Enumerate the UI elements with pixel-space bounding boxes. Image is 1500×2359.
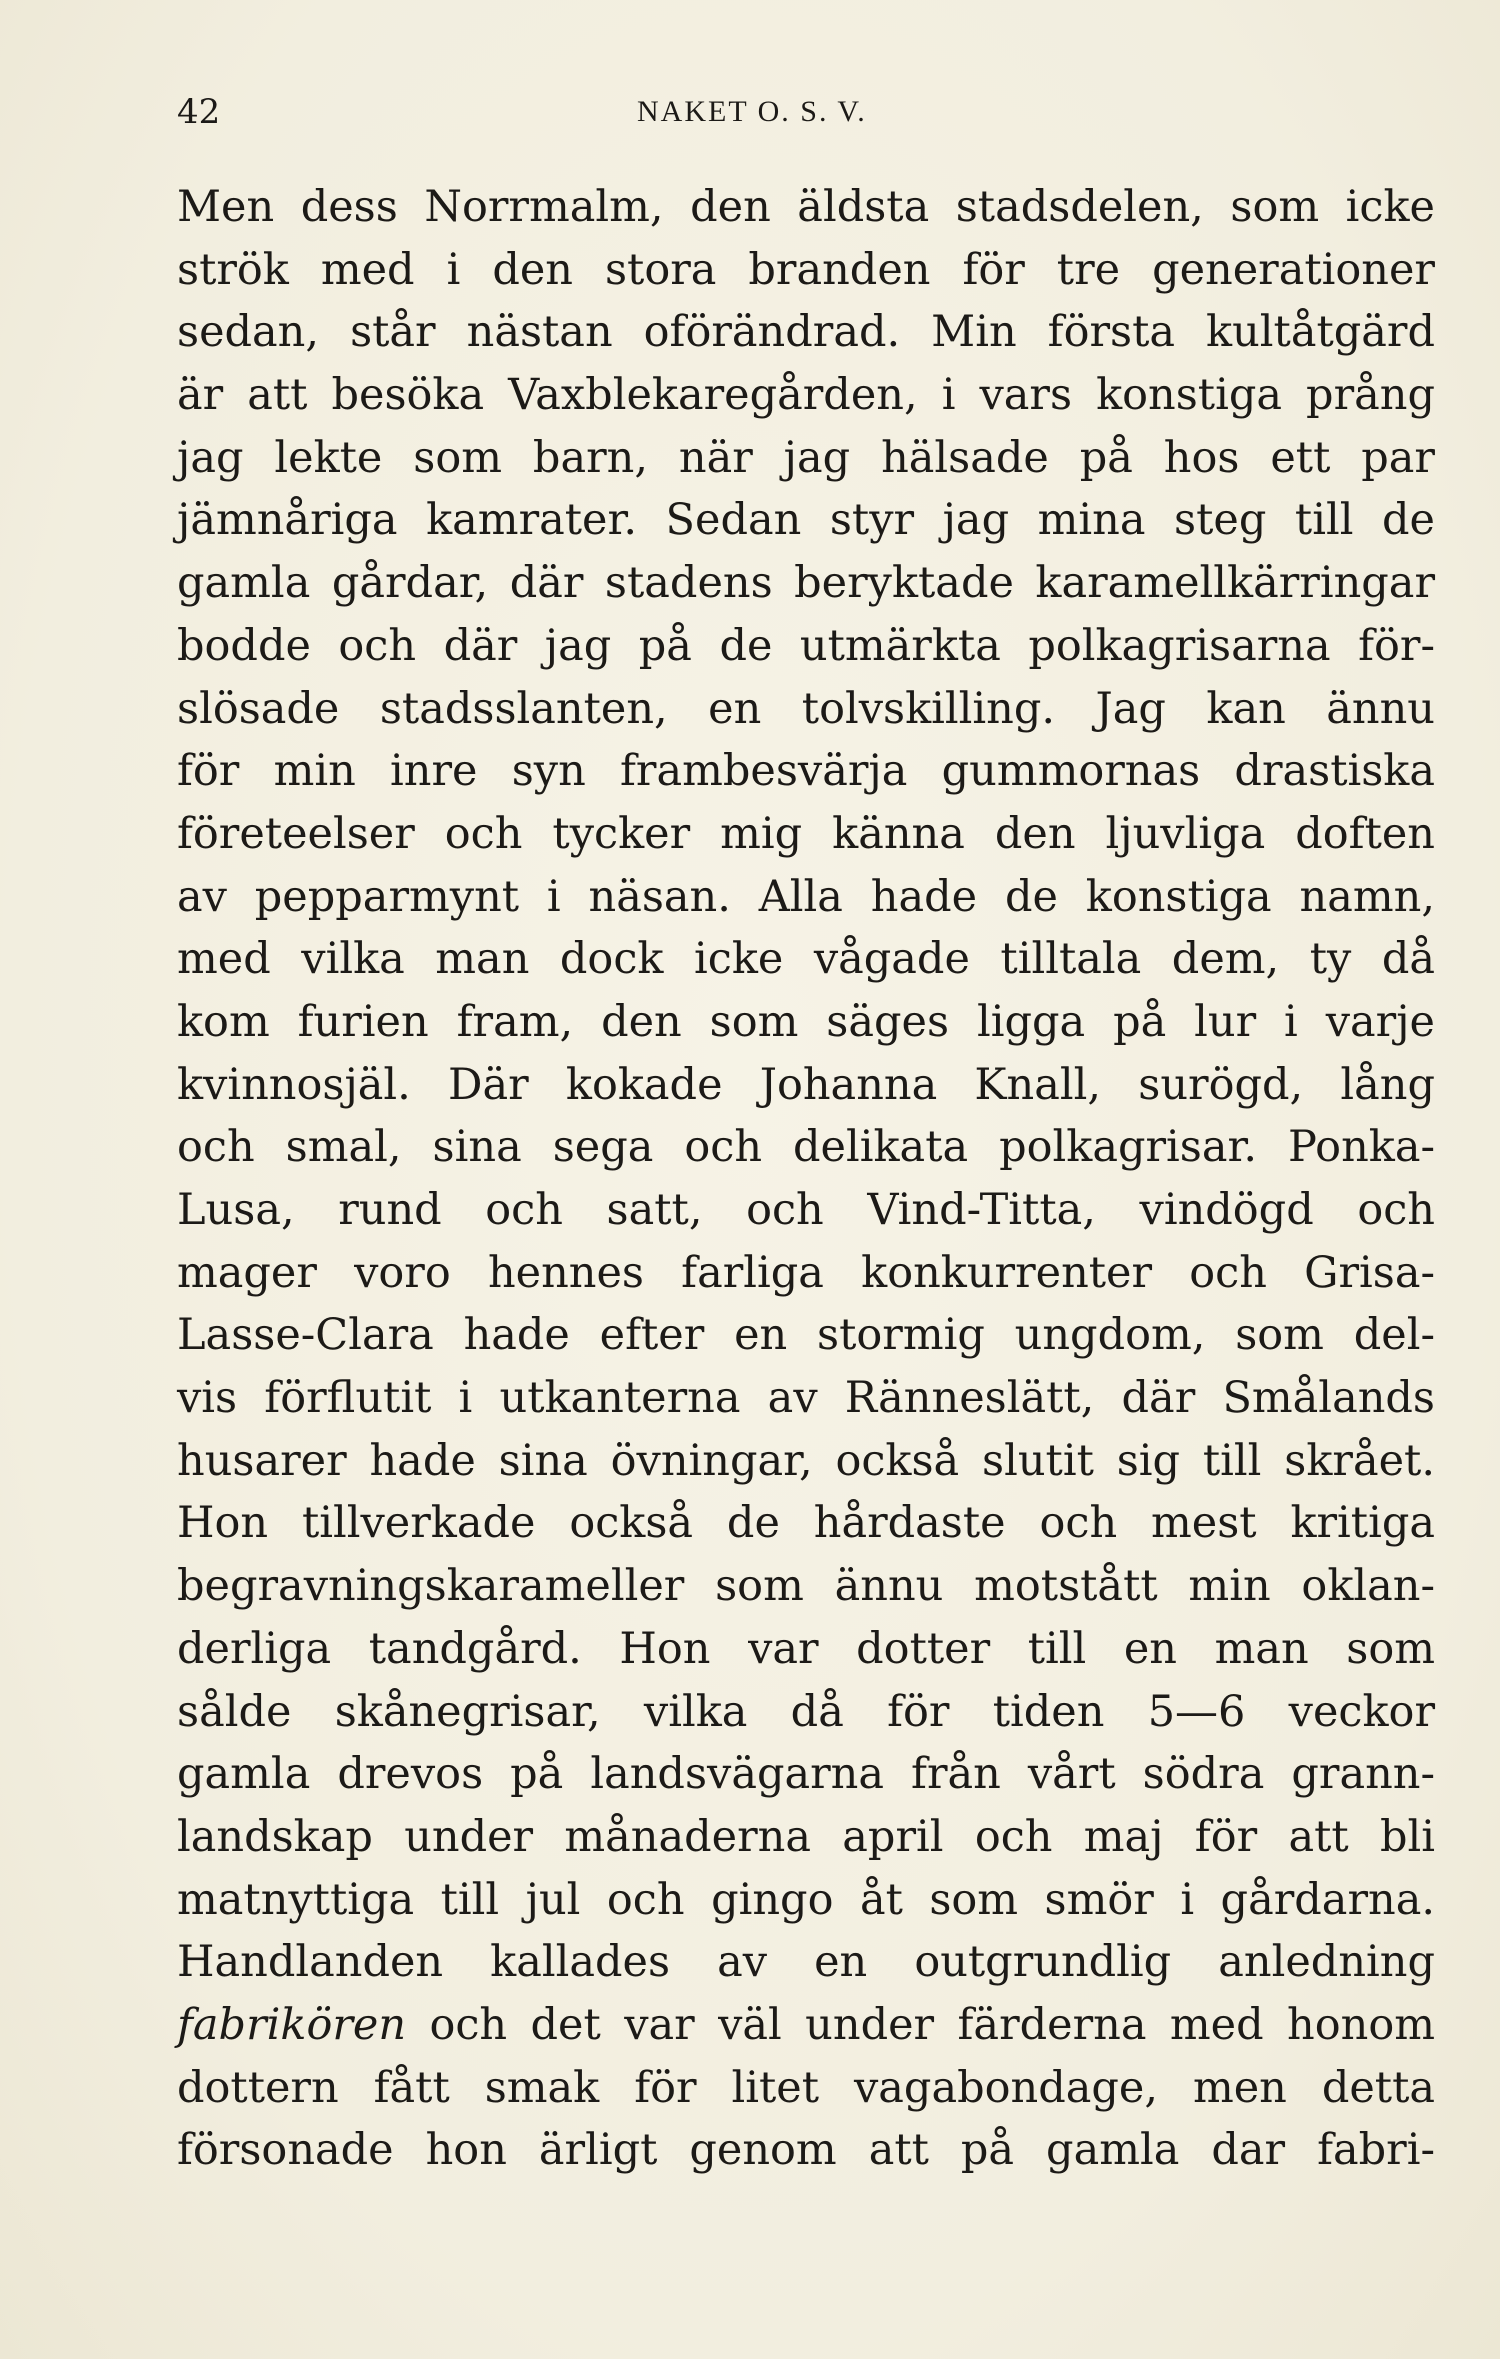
text-line: kom furien fram, den som säges ligga på lur i varje: [177, 996, 1435, 1047]
text-line: sålde skånegrisar, vilka då för tiden 5—6 veckor: [177, 1686, 1435, 1737]
text-line: mager voro hennes farliga konkurrenter och Grisa-: [177, 1247, 1435, 1298]
text-line: begravningskarameller som ännu motstått min oklan-: [177, 1561, 1435, 1612]
text-line: är att besöka Vaxblekaregården, i vars konstiga prång: [177, 370, 1435, 421]
text-line: av pepparmynt i näsan. Alla hade de konstiga namn,: [177, 871, 1435, 922]
text-line: företeelser och tycker mig känna den ljuvliga doften: [177, 808, 1435, 859]
text-line: matnyttiga till jul och gingo åt som smör i gårdarna.: [177, 1874, 1435, 1925]
text-line: och smal, sina sega och delikata polkagrisar. Ponka-: [177, 1122, 1435, 1173]
text-line: slösade stadsslanten, en tolvskilling. Jag kan ännu: [177, 683, 1435, 734]
text-line: för min inre syn frambesvärja gummornas drastiska: [177, 746, 1435, 797]
text-line: dottern fått smak för litet vagabondage, men detta: [177, 2062, 1435, 2113]
text-line: Hon tillverkade också de hårdaste och mest kritiga: [177, 1498, 1435, 1549]
text-line: med vilka man dock icke vågade tilltala dem, ty då: [177, 934, 1435, 985]
text-line: jag lekte som barn, när jag hälsade på hos ett par: [177, 432, 1435, 483]
page-number: 42: [177, 92, 221, 132]
text-line: Men dess Norrmalm, den äldsta stadsdelen, som icke: [177, 182, 1435, 232]
text-line: gamla gårdar, där stadens beryktade karamellkärringar: [177, 558, 1435, 609]
running-title: NAKET O. S. V.: [637, 95, 867, 128]
text-line: Lusa, rund och satt, och Vind-Titta, vindögd och: [177, 1185, 1435, 1235]
text-line: strök med i den stora branden för tre generationer: [177, 244, 1435, 295]
text-line: sedan, står nästan oförändrad. Min första kultåtgärd: [177, 307, 1435, 358]
text-line-with-italic: [177, 1994, 1435, 2057]
text-line: Lasse-Clara hade efter en stormig ungdom, som del-: [177, 1310, 1435, 1361]
text-line: vis förflutit i utkanterna av Ränneslätt, där Smålands: [177, 1373, 1435, 1424]
text-line: bodde och där jag på de utmärkta polkagrisarna för-: [177, 620, 1435, 671]
text-line: derliga tandgård. Hon var dotter till en man som: [177, 1623, 1435, 1674]
text-line: husarer hade sina övningar, också slutit sig till skrået.: [177, 1435, 1435, 1486]
text-line: kvinnosjäl. Där kokade Johanna Knall, surögd, lång: [177, 1059, 1435, 1110]
running-head: [177, 92, 1435, 132]
text-line: försonade hon ärligt genom att på gamla dar fabri-: [177, 2125, 1435, 2176]
text-line: landskap under månaderna april och maj för att bli: [177, 1811, 1435, 1862]
body-text: [177, 176, 1435, 2182]
text-line: Handlanden kallades av en outgrundlig anledning: [177, 1937, 1435, 1988]
text-line: jämnåriga kamrater. Sedan styr jag mina steg till de: [177, 495, 1435, 546]
text-line-rest: och det var väl under färderna med honom: [429, 1999, 1435, 2050]
text-line: gamla drevos på landsvägarna från vårt södra grann-: [177, 1749, 1435, 1800]
italic-word: fabrikören: [177, 1999, 407, 2050]
